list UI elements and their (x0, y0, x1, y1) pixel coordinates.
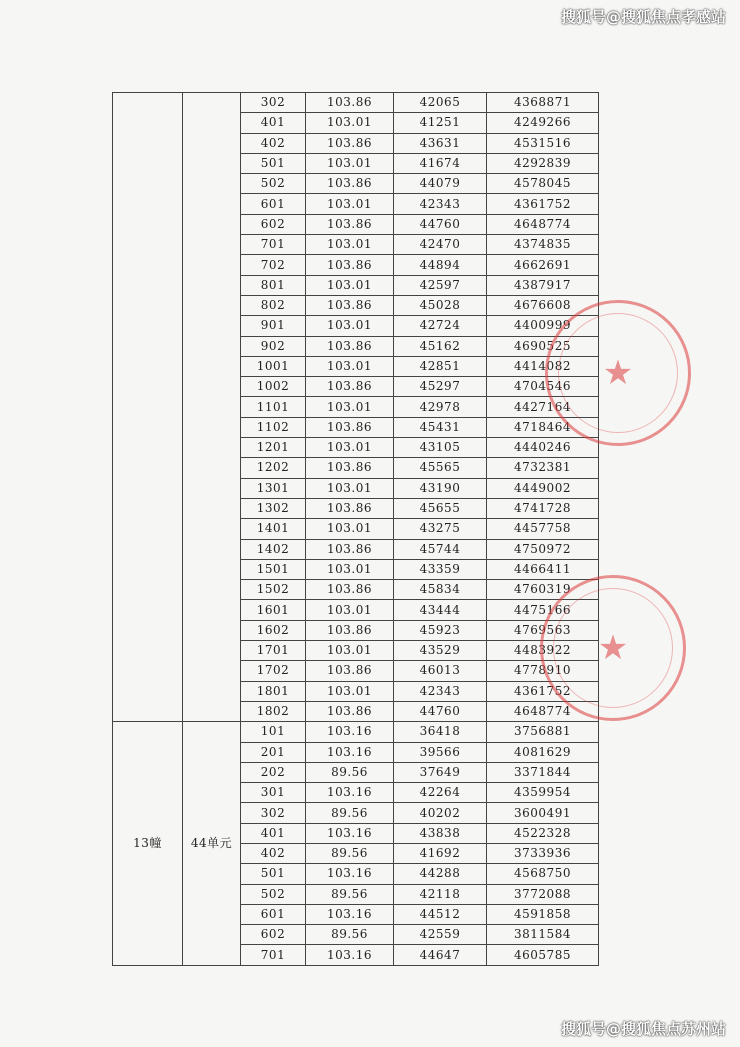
table-cell: 42851 (394, 356, 487, 376)
table-cell: 401 (241, 113, 306, 133)
table-cell: 44894 (394, 255, 487, 275)
table-cell: 1201 (241, 438, 306, 458)
table-cell: 103.86 (306, 458, 394, 478)
table-cell: 4359954 (487, 783, 599, 803)
table-cell: 103.01 (306, 275, 394, 295)
table-cell: 202 (241, 762, 306, 782)
table-cell: 43105 (394, 438, 487, 458)
table-cell: 89.56 (306, 803, 394, 823)
table-cell: 41251 (394, 113, 487, 133)
table-cell: 44647 (394, 945, 487, 965)
table-cell: 3756881 (487, 722, 599, 742)
table-cell: 45834 (394, 580, 487, 600)
table-cell: 302 (241, 93, 306, 113)
table-cell: 43838 (394, 823, 487, 843)
table-cell: 602 (241, 214, 306, 234)
table-cell: 1202 (241, 458, 306, 478)
table-cell: 103.86 (306, 620, 394, 640)
table-cell: 103.01 (306, 194, 394, 214)
table-cell: 103.16 (306, 742, 394, 762)
table-cell: 103.01 (306, 681, 394, 701)
table-cell: 103.01 (306, 316, 394, 336)
table-cell: 4400999 (487, 316, 599, 336)
table-cell: 1301 (241, 478, 306, 498)
table-cell: 44288 (394, 864, 487, 884)
table-cell: 43359 (394, 559, 487, 579)
table-cell: 401 (241, 823, 306, 843)
table-cell: 4778910 (487, 661, 599, 681)
table-cell: 4483922 (487, 641, 599, 661)
table-cell: 601 (241, 904, 306, 924)
table-cell: 103.86 (306, 580, 394, 600)
table-cell: 4427164 (487, 397, 599, 417)
table-cell: 201 (241, 742, 306, 762)
table-cell: 45028 (394, 295, 487, 315)
table-cell: 103.01 (306, 438, 394, 458)
table-cell: 4568750 (487, 864, 599, 884)
table-row (113, 93, 599, 113)
table-cell: 1402 (241, 539, 306, 559)
table-cell: 4750972 (487, 539, 599, 559)
table-cell: 42264 (394, 783, 487, 803)
table-cell: 1701 (241, 641, 306, 661)
table-cell: 4475166 (487, 600, 599, 620)
table-cell: 4578045 (487, 174, 599, 194)
table-cell (183, 93, 241, 722)
table-cell: 1501 (241, 559, 306, 579)
table-cell: 4718464 (487, 417, 599, 437)
table-cell: 1601 (241, 600, 306, 620)
table-cell: 1502 (241, 580, 306, 600)
table-cell: 89.56 (306, 843, 394, 863)
table-cell: 42559 (394, 925, 487, 945)
table-cell: 4769563 (487, 620, 599, 640)
table-cell: 1802 (241, 701, 306, 721)
table-cell: 103.86 (306, 93, 394, 113)
price-table (112, 92, 599, 966)
table-cell: 103.01 (306, 478, 394, 498)
table-cell: 4081629 (487, 742, 599, 762)
table-cell: 103.86 (306, 377, 394, 397)
table-cell: 4292839 (487, 153, 599, 173)
table-cell: 502 (241, 884, 306, 904)
table-cell: 3371844 (487, 762, 599, 782)
table-cell: 1702 (241, 661, 306, 681)
table-cell: 41674 (394, 153, 487, 173)
watermark-bottom: 搜狐号@搜狐焦点苏州站 (560, 1020, 726, 1038)
table-cell: 43631 (394, 133, 487, 153)
table-cell: 103.86 (306, 174, 394, 194)
table-cell: 4387917 (487, 275, 599, 295)
table-cell: 103.16 (306, 722, 394, 742)
table-row (113, 722, 599, 742)
star-icon: ★ (597, 628, 629, 668)
table-cell: 4440246 (487, 438, 599, 458)
table-cell: 42118 (394, 884, 487, 904)
table-cell: 42343 (394, 681, 487, 701)
table-cell: 4760319 (487, 580, 599, 600)
table-cell: 302 (241, 803, 306, 823)
table-cell: 42343 (394, 194, 487, 214)
table-cell: 4449002 (487, 478, 599, 498)
table-cell: 46013 (394, 661, 487, 681)
table-cell: 43444 (394, 600, 487, 620)
table-cell: 4374835 (487, 235, 599, 255)
table-cell: 103.86 (306, 295, 394, 315)
table-cell: 4676608 (487, 295, 599, 315)
table-cell: 45431 (394, 417, 487, 437)
table-cell: 103.01 (306, 397, 394, 417)
table-cell: 103.16 (306, 864, 394, 884)
table-cell: 4457758 (487, 519, 599, 539)
table-cell: 42470 (394, 235, 487, 255)
table-cell: 103.01 (306, 519, 394, 539)
table-cell: 3733936 (487, 843, 599, 863)
table-cell: 103.16 (306, 823, 394, 843)
table-cell: 4466411 (487, 559, 599, 579)
table-cell: 37649 (394, 762, 487, 782)
table-cell: 4522328 (487, 823, 599, 843)
watermark-top: 搜狐号@搜狐焦点孝感站 (560, 8, 726, 26)
table-cell: 101 (241, 722, 306, 742)
table-cell: 103.86 (306, 417, 394, 437)
table-cell: 45744 (394, 539, 487, 559)
table-cell: 45655 (394, 498, 487, 518)
table-cell: 1801 (241, 681, 306, 701)
table-cell: 4741728 (487, 498, 599, 518)
table-cell: 601 (241, 194, 306, 214)
table-cell: 4361752 (487, 681, 599, 701)
table-cell: 103.86 (306, 701, 394, 721)
table-cell: 45923 (394, 620, 487, 640)
table-cell: 1602 (241, 620, 306, 640)
table-cell: 44512 (394, 904, 487, 924)
table-cell: 89.56 (306, 884, 394, 904)
table-cell: 702 (241, 255, 306, 275)
table-cell: 103.86 (306, 498, 394, 518)
table-cell: 43529 (394, 641, 487, 661)
table-cell: 36418 (394, 722, 487, 742)
table-cell: 4690525 (487, 336, 599, 356)
table-cell: 41692 (394, 843, 487, 863)
table-cell: 1101 (241, 397, 306, 417)
table-cell: 3600491 (487, 803, 599, 823)
table-cell: 502 (241, 174, 306, 194)
table-cell: 902 (241, 336, 306, 356)
table-cell: 901 (241, 316, 306, 336)
table-cell: 4605785 (487, 945, 599, 965)
table-cell: 45297 (394, 377, 487, 397)
table-cell: 40202 (394, 803, 487, 823)
table-cell (113, 93, 183, 722)
building-cell: 13幢 (113, 722, 183, 966)
table-cell: 4648774 (487, 701, 599, 721)
table-cell: 39566 (394, 742, 487, 762)
table-cell: 42597 (394, 275, 487, 295)
table-cell: 89.56 (306, 762, 394, 782)
table-cell: 701 (241, 235, 306, 255)
table-cell: 1102 (241, 417, 306, 437)
table-cell: 402 (241, 843, 306, 863)
unit-cell: 44单元 (183, 722, 241, 966)
table-cell: 103.01 (306, 153, 394, 173)
table-cell: 1001 (241, 356, 306, 376)
table-cell: 103.86 (306, 661, 394, 681)
table-cell: 4662691 (487, 255, 599, 275)
table-cell: 501 (241, 153, 306, 173)
table-cell: 103.16 (306, 783, 394, 803)
table-cell: 44760 (394, 214, 487, 234)
table-cell: 4249266 (487, 113, 599, 133)
table-cell: 43190 (394, 478, 487, 498)
star-icon: ★ (602, 353, 634, 393)
table-cell: 602 (241, 925, 306, 945)
table-cell: 45162 (394, 336, 487, 356)
table-cell: 103.86 (306, 255, 394, 275)
table-cell: 44760 (394, 701, 487, 721)
table-cell: 3772088 (487, 884, 599, 904)
table-cell: 42978 (394, 397, 487, 417)
table-cell: 1002 (241, 377, 306, 397)
table-cell: 103.86 (306, 336, 394, 356)
table-cell: 301 (241, 783, 306, 803)
table-cell: 103.86 (306, 539, 394, 559)
table-cell: 89.56 (306, 925, 394, 945)
table-cell: 4704546 (487, 377, 599, 397)
table-cell: 103.16 (306, 945, 394, 965)
table-cell: 4732381 (487, 458, 599, 478)
table-cell: 3811584 (487, 925, 599, 945)
table-cell: 103.16 (306, 904, 394, 924)
table-cell: 1302 (241, 498, 306, 518)
table-cell: 4414082 (487, 356, 599, 376)
table-cell: 801 (241, 275, 306, 295)
table-cell: 4361752 (487, 194, 599, 214)
table-cell: 4531516 (487, 133, 599, 153)
table-cell: 701 (241, 945, 306, 965)
table-cell: 42724 (394, 316, 487, 336)
table-cell: 4648774 (487, 214, 599, 234)
table-cell: 103.01 (306, 356, 394, 376)
table-cell: 802 (241, 295, 306, 315)
table-cell: 501 (241, 864, 306, 884)
table-cell: 44079 (394, 174, 487, 194)
table-cell: 103.86 (306, 214, 394, 234)
table-cell: 402 (241, 133, 306, 153)
table-cell: 103.01 (306, 235, 394, 255)
table-cell: 43275 (394, 519, 487, 539)
table-cell: 103.01 (306, 641, 394, 661)
table-cell: 103.01 (306, 600, 394, 620)
table-cell: 4368871 (487, 93, 599, 113)
table-cell: 103.01 (306, 113, 394, 133)
table-cell: 42065 (394, 93, 487, 113)
table-cell: 103.86 (306, 133, 394, 153)
table-cell: 103.01 (306, 559, 394, 579)
table-cell: 4591858 (487, 904, 599, 924)
table-cell: 45565 (394, 458, 487, 478)
table-cell: 1401 (241, 519, 306, 539)
